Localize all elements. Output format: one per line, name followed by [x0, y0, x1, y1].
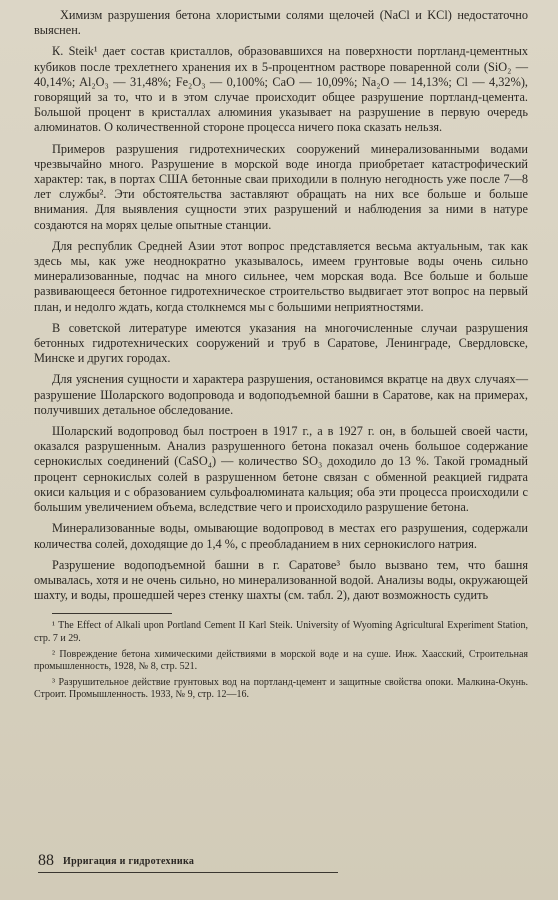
- main-text: [34, 8, 528, 603]
- footnote-1: ¹ The Effect of Alkali upon Portland Cement II Karl Steik. University of Wyoming Agricultural Experiment Station, стр. 7 и 29.: [34, 620, 528, 644]
- paragraph-3: Примеров разрушения гидротехнических сооружений минерализованными водами чрезвычайно много. Разрушение в морской воде иногда приобретает катастрофический характер: так, в портах США бетонные сваи приходили в полную негодность уже после 7—8 лет службы². Эти обстоятельства заставляют обращать на них все больше и больше внимания. Для выявления сущности этих разрушений и наблюдения за ними в натуре создаются на морях целые опытные станции.: [34, 141, 528, 232]
- footnotes: [34, 620, 528, 702]
- footnote-3: ³ Разрушительное действие грунтовых вод на портланд-цемент и защитные свойства опоки. Малкина-Окунь. Строит. Промышленность. 1933, № 9, стр. 12—16.: [34, 676, 528, 701]
- page-number: 88: [38, 852, 54, 869]
- paragraph-2: К. Steik¹ дает состав кристаллов, образовавшихся на поверхности портланд-цементных кубиков после трехлетнего хранения их в 5-процентном растворе поваренной соли (SiO₂ — 40,14%; Al₂O₃ — 31,48%; Fe₂O₃ — 0,100%; CaO — 10,09%; Na₂O — 14,13%; Cl — 4,32%), говорящий за то, что и в этом случае происходит общее разрушение портланд-цемента. Большой процент в кристаллах алюминия указывает на разрушение в первую очередь алюминатов. О количественной стороне процесса ничего пока сказать нельзя.: [34, 44, 528, 135]
- footer-rule: [38, 872, 338, 873]
- footnote-2: ² Повреждение бетона химическими действиями в морской воде и на суше. Инж. Хаасский, Строительная промышленность, 1928, № 8, стр. 521.: [34, 648, 528, 673]
- page-footer: [38, 852, 518, 873]
- paragraph-1: Химизм разрушения бетона хлористыми солями щелочей (NaCl и KCl) недостаточно выяснен.: [34, 8, 528, 38]
- running-title: Ирригация и гидротехника: [63, 855, 195, 867]
- footnote-divider: [52, 613, 172, 614]
- paragraph-9: Разрушение водоподъемной башни в г. Саратове³ было вызвано тем, что башня омывалась, хотя и не очень сильно, но минерализованной водой. Анализы воды, окружающей шахту, и воды, прошедшей через стенку шахты (см. табл. 2), дают возможность судить: [34, 557, 528, 603]
- paragraph-8: Минерализованные воды, омывающие водопровод в местах его разрушения, содержали количества солей, доходящие до 1,4 %, с преобладанием в них сернокислого натрия.: [34, 521, 528, 551]
- paragraph-6: Для уяснения сущности и характера разрушения, остановимся вкратце на двух случаях—разрушение Шоларского водопровода и водоподъемной башни в Саратове, как на примерах, получивших детальное обследование.: [34, 372, 528, 417]
- paragraph-7: Шоларский водопровод был построен в 1917 г., а в 1927 г. он, в большей своей части, оказался разрушенным. Анализ разрушенного бетона показал очень большое содержание сернокислых соединений (CaSO₄) — количество SO₃ доходило до 13 %. Такой громадный процент сернокислых солей в разрушенном бетоне связан с обменной реакцией гидрата окиси кальция и с образованием сульфоалюмината кальция; оба эти процесса происходили с большим увеличением объема, вследствие чего и происходило разрушение бетона.: [34, 424, 528, 515]
- paragraph-4: Для республик Средней Азии этот вопрос представляется весьма актуальным, так как здесь мы, как уже неоднократно указывалось, имеем грунтовые воды очень сильно минерализованные, подчас на много сильнее, чем морская вода. Все больше и больше развивающееся бетонное гидротехническое строительство выдвигает этот вопрос на первый план, и недолго ждать, когда столкнемся мы с большими неприятностями.: [34, 238, 528, 314]
- paragraph-5: В советской литературе имеются указания на многочисленные случаи разрушения бетонных гидротехнических сооружений и труб в Саратове, Ленинграде, Свердловске, Минске и других городах.: [34, 320, 528, 366]
